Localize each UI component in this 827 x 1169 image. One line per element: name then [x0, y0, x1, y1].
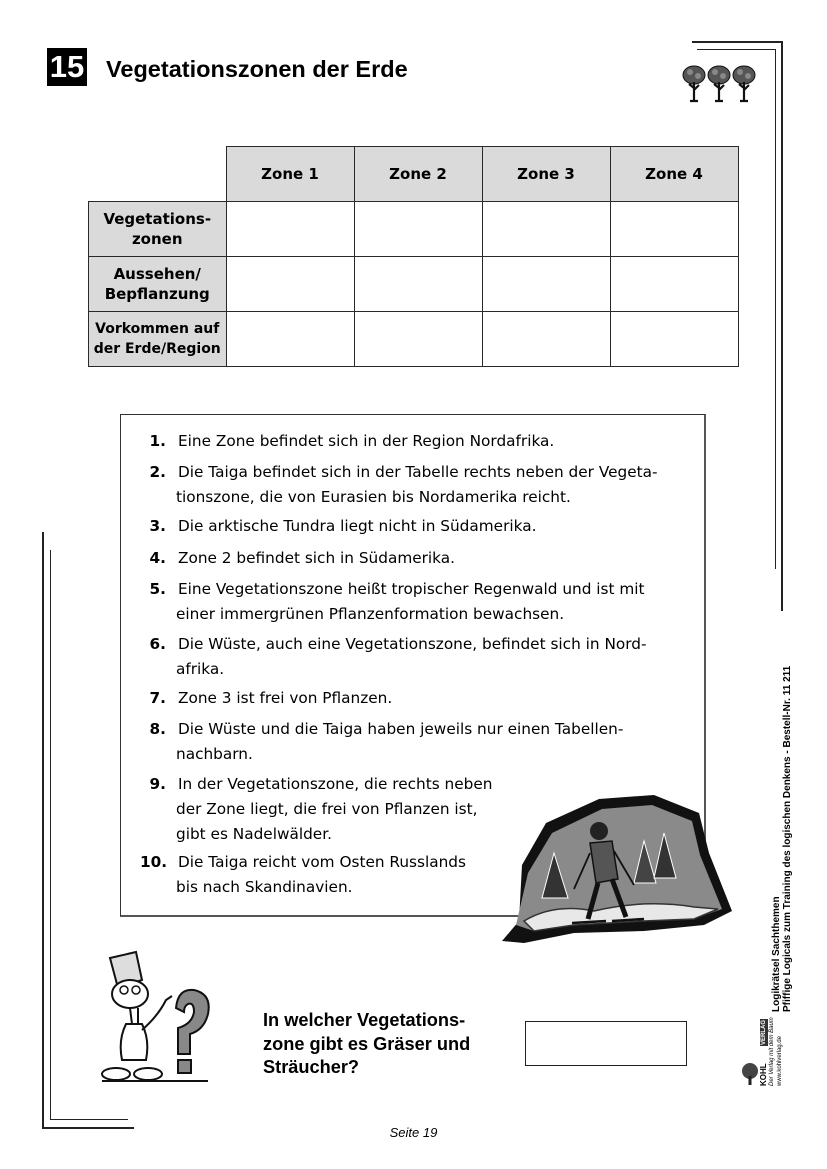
table-cell[interactable] [482, 202, 610, 257]
side-series-title: Logikrätsel Sachthemen [771, 896, 782, 1012]
row-header-aussehen [89, 257, 227, 312]
thinking-character-illustration [96, 950, 216, 1085]
row-header-vorkommen [89, 312, 227, 367]
row-header-line: Vorkommen auf [95, 321, 220, 337]
question-line: zone gibt es Gräser und [263, 1033, 471, 1054]
clue-text: Eine Zone befindet sich in der Region Nordafrika. [178, 432, 555, 450]
clue-number: 4. [149, 549, 166, 567]
publisher-label: VERLAG [761, 1019, 767, 1045]
answer-field[interactable] [525, 1021, 687, 1066]
frame-line [50, 1119, 128, 1120]
clue-number: 1. [149, 432, 166, 450]
page-title: Vegetationszonen der Erde [106, 56, 408, 82]
side-book-title: Pfiffige Logicals zum Training des logischen Denkens - Bestell-Nr. 11 211 [782, 665, 793, 1012]
clue-number: 7. [149, 689, 166, 707]
table-cell[interactable] [610, 257, 738, 312]
clue-text: Die Wüste und die Taiga haben jeweils nur einen Tabellen- [178, 720, 624, 738]
clue-text: Die Taiga befindet sich in der Tabelle rechts neben der Vegeta- [178, 463, 658, 481]
column-header-zone-3: Zone 3 [482, 147, 610, 202]
clue-text: der Zone liegt, die frei von Pflanzen ist, [176, 800, 478, 818]
clue-text: Die Wüste, auch eine Vegetationszone, befindet sich in Nord- [178, 635, 647, 653]
clue-text: Eine Vegetationszone heißt tropischer Regenwald und ist mit [178, 580, 645, 598]
table-cell[interactable] [610, 312, 738, 367]
row-header-line: zonen [131, 230, 183, 248]
clue-text: einer immergrünen Pflanzenformation bewachsen. [176, 605, 565, 623]
question-line: In welcher Vegetations- [263, 1010, 466, 1030]
clue-number: 8. [149, 720, 166, 738]
row-header-line: der Erde/Region [93, 341, 221, 357]
table-cell[interactable] [354, 202, 482, 257]
logic-table [88, 146, 739, 367]
clue-text: tionszone, die von Eurasien bis Nordamerika reicht. [176, 488, 571, 506]
question-line: Sträucher? [263, 1057, 360, 1077]
table-cell[interactable] [354, 257, 482, 312]
publisher-tree-logo-icon [741, 1062, 759, 1086]
frame-line [692, 41, 783, 43]
publisher-url: www.kohlverlag.de [777, 1035, 783, 1086]
table-cell[interactable] [482, 312, 610, 367]
corner-cell [89, 147, 227, 202]
table-cell[interactable] [226, 257, 354, 312]
row-header-line: Vegetations- [103, 210, 212, 228]
table-cell[interactable] [354, 312, 482, 367]
row-header-line: Aussehen/ [113, 265, 201, 283]
clue-number: 10. [140, 853, 168, 871]
clue-text: Zone 2 befindet sich in Südamerika. [178, 549, 455, 567]
frame-line [42, 532, 44, 1129]
clue-number: 3. [149, 517, 166, 535]
clue-number: 9. [149, 775, 166, 793]
frame-line [781, 41, 783, 611]
question-text [263, 1009, 470, 1080]
table-cell[interactable] [226, 202, 354, 257]
table-cell[interactable] [226, 312, 354, 367]
page-number: Seite 19 [389, 1125, 438, 1140]
column-header-zone-2: Zone 2 [354, 147, 482, 202]
clue-number: 2. [149, 463, 166, 481]
frame-line [50, 550, 51, 1119]
column-header-zone-1: Zone 1 [226, 147, 354, 202]
frame-line [697, 49, 775, 50]
column-header-zone-4: Zone 4 [610, 147, 738, 202]
frame-line [775, 49, 776, 569]
clue-text: In der Vegetationszone, die rechts neben [178, 775, 493, 793]
taiga-skier-illustration [494, 793, 734, 948]
table-cell[interactable] [482, 257, 610, 312]
publisher-slogan: Der Verlag mit dem Baum [769, 1017, 775, 1086]
clue-text: Die arktische Tundra liegt nicht in Südamerika. [178, 517, 537, 535]
publisher-name: KOHL [759, 1063, 768, 1086]
clue-number: 5. [149, 580, 166, 598]
exercise-number: 15 [47, 48, 87, 86]
clue-text: bis nach Skandinavien. [176, 878, 353, 896]
clue-text: gibt es Nadelwälder. [176, 825, 332, 843]
row-header-line: Bepflanzung [104, 285, 210, 303]
clue-text: nachbarn. [176, 745, 253, 763]
row-header-vegetationszonen [89, 202, 227, 257]
clue-text: Zone 3 ist frei von Pflanzen. [178, 689, 393, 707]
clue-text: Die Taiga reicht vom Osten Russlands [178, 853, 466, 871]
table-cell[interactable] [610, 202, 738, 257]
clue-text: afrika. [176, 660, 225, 678]
clue-number: 6. [149, 635, 166, 653]
trees-icon [681, 62, 759, 104]
